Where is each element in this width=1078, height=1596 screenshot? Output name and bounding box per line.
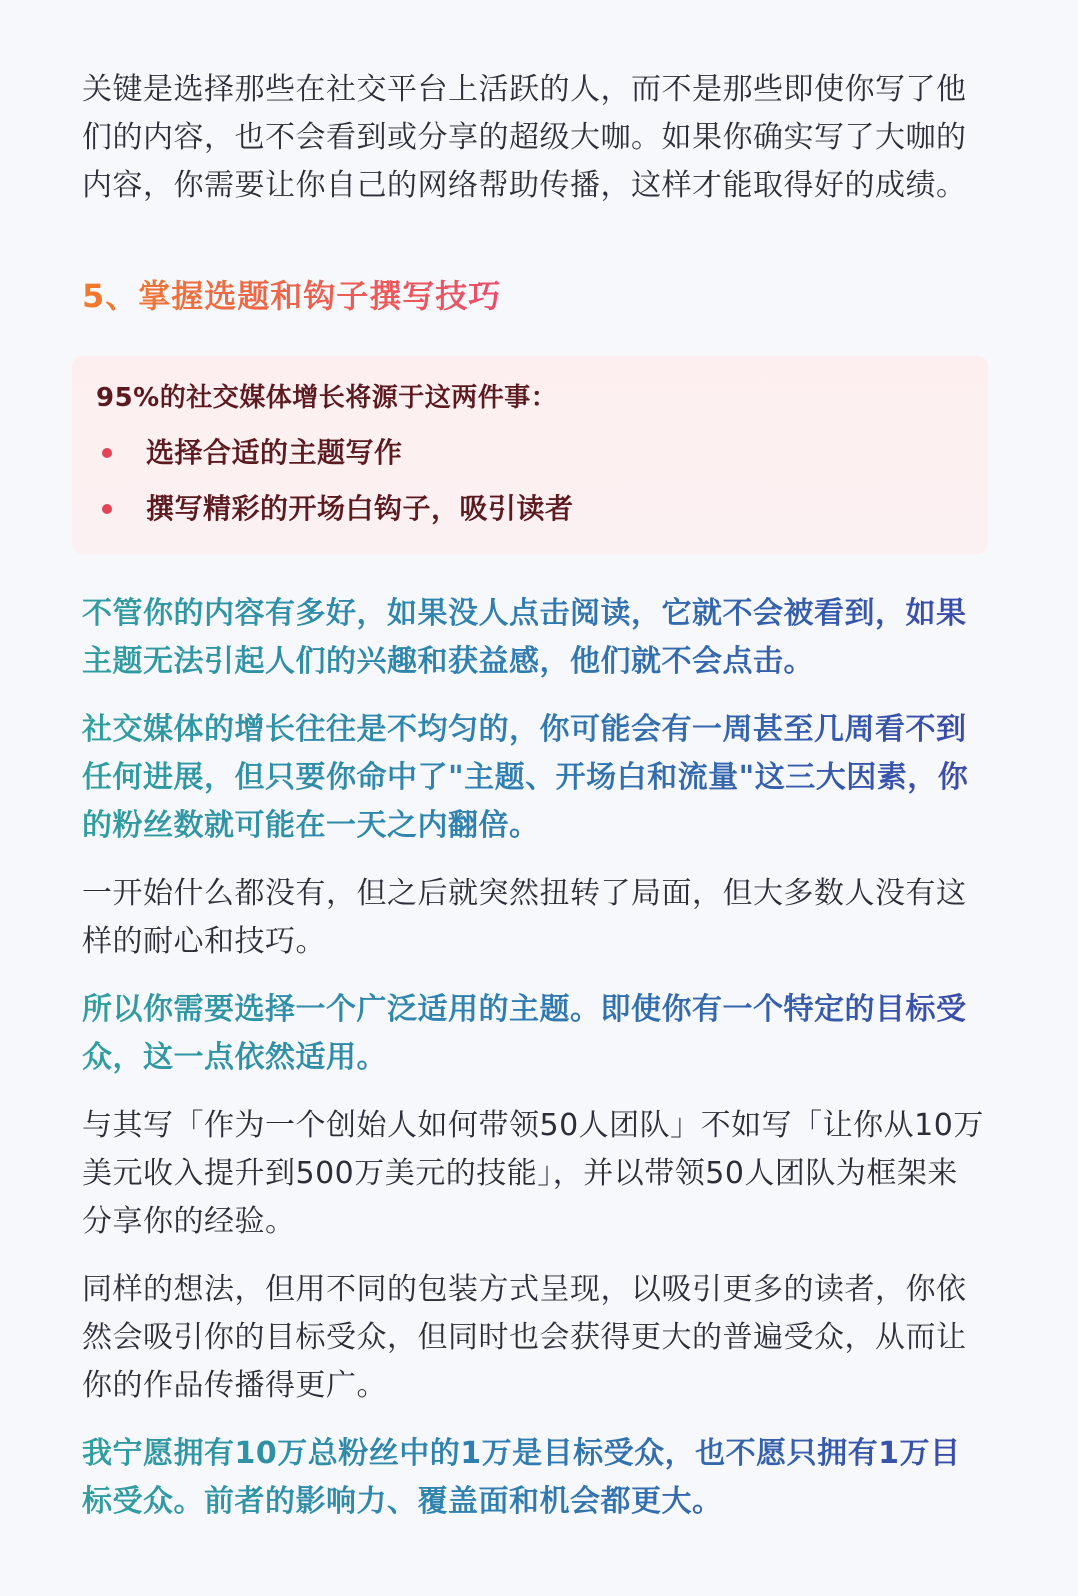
bullet-dot-icon: [102, 504, 112, 514]
callout-item: [96, 432, 964, 474]
paragraph-emphasis: 不管你的内容有多好，如果没人点击阅读，它就不会被看到，如果主题无法引起人们的兴趣和获益感，他们就不会点击。: [82, 590, 988, 686]
callout-title: 95%的社交媒体增长将源于这两件事：: [96, 383, 558, 413]
paragraph-emphasis: 我宁愿拥有10万总粉丝中的1万是目标受众，也不愿只拥有1万目标受众。前者的影响力、覆盖面和机会都更大。: [82, 1430, 988, 1526]
paragraph-emphasis: 所以你需要选择一个广泛适用的主题。即使你有一个特定的目标受众，这一点依然适用。: [82, 986, 988, 1082]
section-heading: 5、掌握选题和钩子撰写技巧: [82, 272, 988, 320]
paragraph: 与其写「作为一个创始人如何带领50人团队」不如写「让你从10万美元收入提升到500万美元的技能」，并以带领50人团队为框架来分享你的经验。: [82, 1108, 984, 1239]
paragraph: 一开始什么都没有，但之后就突然扭转了局面，但大多数人没有这样的耐心和技巧。: [82, 876, 967, 959]
callout-item: [96, 488, 964, 530]
callout-item-label: 撰写精彩的开场白钩子，吸引读者: [146, 492, 574, 525]
callout-item-label: 选择合适的主题写作: [146, 436, 403, 469]
paragraph: 同样的想法，但用不同的包装方式呈现，以吸引更多的读者，你依然会吸引你的目标受众，但同时也会获得更大的普遍受众，从而让你的作品传播得更广。: [82, 1272, 967, 1403]
bullet-dot-icon: [102, 448, 112, 458]
paragraph-intro: 关键是选择那些在社交平台上活跃的人，而不是那些即使你写了他们的内容，也不会看到或分享的超级大咖。如果你确实写了大咖的内容，你需要让你自己的网络帮助传播，这样才能取得好的成绩。: [82, 72, 967, 203]
paragraph-emphasis: 社交媒体的增长往往是不均匀的，你可能会有一周甚至几周看不到任何进展，但只要你命中了"主题、开场白和流量"这三大因素，你的粉丝数就可能在一天之内翻倍。: [82, 706, 988, 850]
callout-box: [72, 356, 988, 554]
